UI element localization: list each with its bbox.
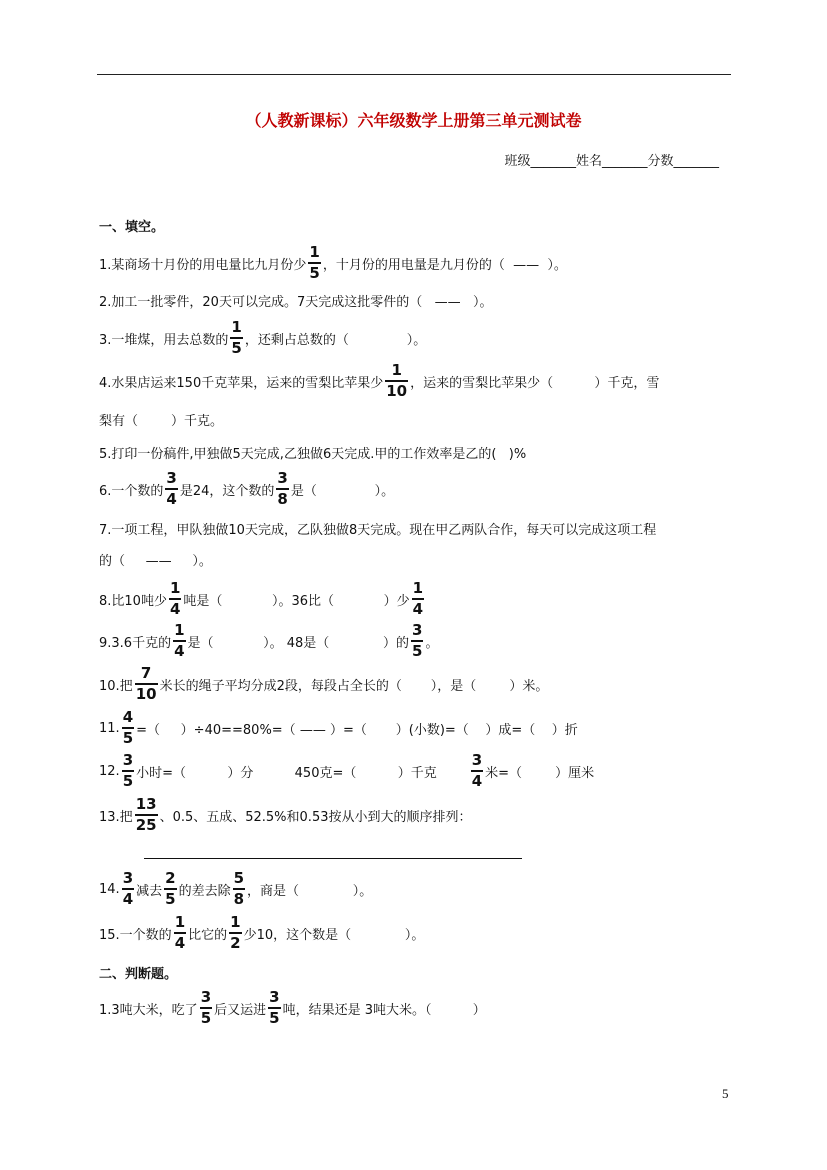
fraction: $\frac{3}{8}$ — [277, 469, 288, 508]
question-9: 9.3.6千克的 $\frac{1}{4}$ 是（ ）。 48是（ ）的 $\frac{3}{5}$ 。 — [99, 621, 439, 660]
question-12: 12. $\frac{3}{5}$ 小时=（ ）分 450克=（ ）千克 $\frac{3}{4}$ 米=（ ）厘米 — [99, 751, 595, 790]
fraction: $\frac{1}{4}$ — [412, 579, 424, 618]
fraction: $\frac{13}{25}$ — [135, 795, 157, 834]
question-14: 14. $\frac{3}{4}$ 减去 $\frac{2}{5}$ 的差去除 $\frac{5}{8}$ ，商是（ ）。 — [99, 869, 373, 908]
question-15: 15.一个数的 $\frac{1}{4}$ 比它的 $\frac{1}{2}$ 少10，这个数是（ ）。 — [99, 913, 425, 952]
answer-line — [144, 858, 522, 859]
judgment-question-1: 1.3吨大米，吃了 $\frac{3}{5}$ 后又运进 $\frac{3}{5}$ 吨，结果还是 3吨大米。（ ） — [99, 988, 486, 1027]
fraction: $\frac{3}{5}$ — [122, 751, 134, 790]
section-heading-fill-blank: 一、填空。 — [99, 220, 165, 235]
question-13: 13.把 $\frac{13}{25}$ 、0.5、五成、52.5%和0.53按从小到大的顺序排列： — [99, 795, 472, 834]
header-rule — [97, 74, 731, 75]
section-heading-judgment: 二、判断题。 — [99, 967, 178, 982]
fraction: $\frac{7}{10}$ — [135, 664, 157, 703]
question-2: 2.加工一批零件，20天可以完成。7天完成这批零件的（ —— ）。 — [99, 294, 493, 310]
fraction: $\frac{1}{4}$ — [174, 621, 185, 660]
fraction: $\frac{1}{5}$ — [231, 318, 242, 357]
fraction: $\frac{3}{4}$ — [122, 869, 134, 908]
fraction: $\frac{3}{4}$ — [166, 469, 177, 508]
question-6: 6.一个数的 $\frac{3}{4}$ 是24，这个数的 $\frac{3}{8}$ 是（ ）。 — [99, 469, 395, 508]
question-10: 10.把 $\frac{7}{10}$ 米长的绳子平均分成2段，每段占全长的（ ），是（ ）米。 — [99, 664, 549, 703]
page-number: 5 — [722, 1086, 729, 1101]
fraction: $\frac{5}{8}$ — [233, 869, 245, 908]
fraction: $\frac{1}{10}$ — [386, 361, 408, 400]
fraction: $\frac{1}{4}$ — [169, 579, 181, 618]
fraction: $\frac{3}{5}$ — [269, 988, 280, 1027]
fraction: $\frac{3}{4}$ — [471, 751, 483, 790]
question-11: 11. $\frac{4}{5}$ =（ ）÷40==80%=（ —— ）=（ ）(小数)=（ ）成=（ ）折 — [99, 708, 578, 747]
question-4: 4.水果店运来150千克苹果，运来的雪梨比苹果少 $\frac{1}{10}$ ，运来的雪梨比苹果少（ ）千克，雪 — [99, 361, 660, 400]
fraction: $\frac{3}{5}$ — [412, 621, 423, 660]
question-3: 3.一堆煤，用去总数的 $\frac{1}{5}$ ，还剩占总数的（ ）。 — [99, 318, 427, 357]
fraction: $\frac{1}{4}$ — [174, 913, 186, 952]
fraction: $\frac{3}{5}$ — [200, 988, 212, 1027]
question-8: 8.比10吨少 $\frac{1}{4}$ 吨是（ ）。36比（ ）少 $\frac{1}{4}$ — [99, 579, 424, 618]
fraction: $\frac{1}{5}$ — [309, 243, 320, 282]
question-5: 5.打印一份稿件,甲独做5天完成,乙独做6天完成.甲的工作效率是乙的( )% — [99, 446, 527, 462]
page-title: （人教新课标）六年级数学上册第三单元测试卷 — [245, 111, 582, 130]
question-1: 1.某商场十月份的用电量比九月份少 $\frac{1}{5}$ ，十月份的用电量是九月份的（ —— ）。 — [99, 243, 567, 282]
question-4-continued: 梨有（ ）千克。 — [99, 413, 224, 429]
question-7-continued: 的（ —— ）。 — [99, 553, 212, 569]
student-info-line: 班级_______姓名_______分数_______ — [504, 154, 719, 169]
fraction: $\frac{4}{5}$ — [122, 708, 134, 747]
question-7: 7.一项工程，甲队独做10天完成，乙队独做8天完成。现在甲乙两队合作，每天可以完成这项工程 — [99, 522, 657, 538]
fraction: $\frac{1}{2}$ — [230, 913, 241, 952]
fraction: $\frac{2}{5}$ — [165, 869, 176, 908]
